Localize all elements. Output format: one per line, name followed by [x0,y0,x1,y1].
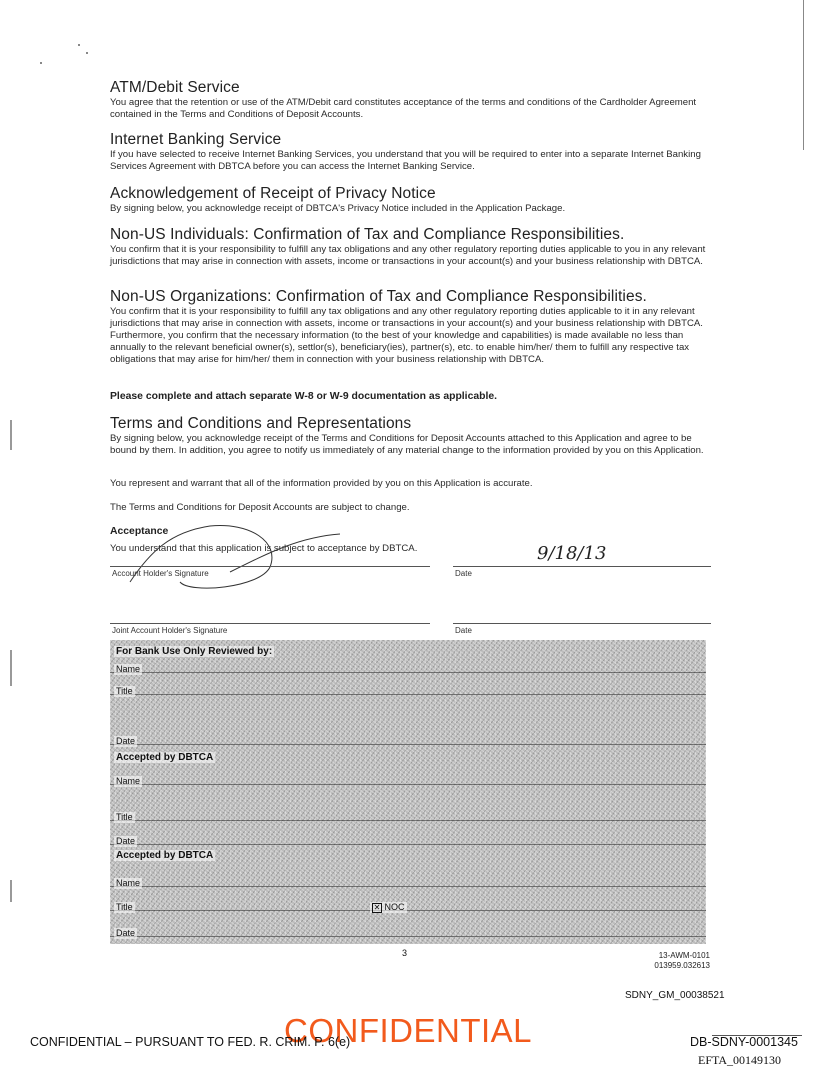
section-text: By signing below, you acknowledge receipt of the Terms and Conditions for Deposit Accounts attached to this Application and agree to be bound by them. In addition, you agree to notify us immediately of any material change to the information provided by you on this Application. [110,433,704,456]
form-code-line1: 13-AWM-0101 [658,951,710,960]
bank-rule [110,910,706,911]
joint-date-label: Date [455,626,472,635]
section-text: You confirm that it is your responsibility to fulfill any tax obligations and any other regulatory reporting duties applicable to you in any relevant jurisdictions that may arise in connection with assets, income or transactions in your account(s) and your business relationship with DBTCA. [110,244,706,267]
bank-date-label: Date [116,736,136,746]
section-terms [110,415,710,457]
bank-use-header: For Bank Use Only Reviewed by: [116,646,273,657]
efta-number: EFTA_00149130 [698,1053,782,1067]
section-heading: Internet Banking Service [110,131,282,148]
date-line [453,566,711,567]
bank-accepted-label: Accepted by DBTCA [116,752,214,763]
bank-date-label: Date [116,836,136,846]
section-atm-debit [110,79,710,121]
bank-date-label: Date [116,928,136,938]
section-heading: Terms and Conditions and Representations [110,415,412,432]
represent-text: You represent and warrant that all of the information provided by you on this Application is accurate. [110,478,533,489]
acceptance-heading: Acceptance [110,526,169,537]
bank-rule [110,820,706,821]
bank-rule [110,886,706,887]
w8-note-text: Please complete and attach separate W-8 or W-9 documentation as applicable. [110,391,498,402]
acceptance-text: You understand that this application is subject to acceptance by DBTCA. [110,543,418,554]
section-non-us-individuals [110,226,710,268]
section-privacy-notice [110,185,710,215]
bank-use-box [110,640,706,944]
section-text: You confirm that it is your responsibility to fulfill any tax obligations and any other regulatory reporting duties applicable to it in any relevant jurisdictions that may arise in connection with assets, income or transactions in your account(s) and your business relationship with DBTCA. Furthermore, you confirm that the necessary information (to the best of your knowledge and capabilities) is made available no less than annually to the relevant beneficial owner(s), settlor(s), beneficiary(ies), partner(s), etc. to enable him/her/ them to fulfill any respective tax obligations that may arise for him/her/ them in connection with your business relationship with DBTCA. [110,306,703,365]
margin-artifact [10,420,12,450]
section-heading: Non-US Individuals: Confirmation of Tax and Compliance Responsibilities. [110,226,625,243]
bank-rule [110,672,706,673]
date-label: Date [455,569,472,578]
signature-scribble [110,512,370,592]
page-number: 3 [402,948,408,958]
bank-rule [110,744,706,745]
bank-name-label: Name [116,776,141,786]
margin-artifact [10,880,12,902]
section-text: You agree that the retention or use of the ATM/Debit card constitutes acceptance of the terms and conditions of the Cardholder Agreement contained in the Terms and Conditions of Deposit Accounts. [110,97,697,120]
bank-title-label: Title [116,902,133,912]
scan-speck [40,62,42,64]
joint-date-line [453,623,711,624]
confidential-legend: CONFIDENTIAL – PURSUANT TO FED. R. CRIM. P. 6(e) [30,1035,351,1049]
form-code [560,951,710,971]
signature-label: Account Holder's Signature [112,569,209,578]
joint-signature-line [110,623,430,624]
form-code-line2: 013959.032613 [654,961,710,970]
bank-rule [110,694,706,695]
section-text: By signing below, you acknowledge receipt of DBTCA's Privacy Notice included in the Application Package. [110,203,566,214]
scan-speck [86,52,88,54]
bank-title-label: Title [116,812,133,822]
joint-signature-label: Joint Account Holder's Signature [112,626,228,635]
bank-name-label: Name [116,664,141,674]
bank-title-label: Title [116,686,133,696]
checked-box-icon: ✕ [373,903,381,912]
noc-text: NOC [384,902,405,912]
bank-rule [110,936,706,937]
section-heading: ATM/Debit Service [110,79,240,96]
handwritten-date: 9/18/13 [537,543,607,564]
scan-speck [78,44,80,46]
confidential-watermark: CONFIDENTIAL [283,1012,533,1049]
bank-name-label: Name [116,878,141,888]
scan-edge-line [803,0,804,150]
represent-statement [110,478,710,490]
section-text: If you have selected to receive Internet Banking Services, you understand that you will be required to enter into a separate Internet Banking Services Agreement with DBTCA before you can access the Internet Banking Service. [110,149,701,172]
noc-checkbox-label [370,902,407,913]
bank-rule [110,844,706,845]
section-internet-banking [110,131,710,173]
subject-text: The Terms and Conditions for Deposit Accounts are subject to change. [110,502,410,513]
margin-artifact [10,650,12,686]
w8-note [110,391,710,402]
signature-line [110,566,430,567]
section-heading: Acknowledgement of Receipt of Privacy Notice [110,185,436,202]
bank-accepted-label: Accepted by DBTCA [116,850,214,861]
section-non-us-organizations [110,288,710,366]
bates-number-db: DB-SDNY-0001345 [690,1035,798,1049]
section-heading: Non-US Organizations: Confirmation of Tax and Compliance Responsibilities. [110,288,647,305]
bank-rule [110,784,706,785]
bates-number-sdny: SDNY_GM_00038521 [625,990,725,1001]
